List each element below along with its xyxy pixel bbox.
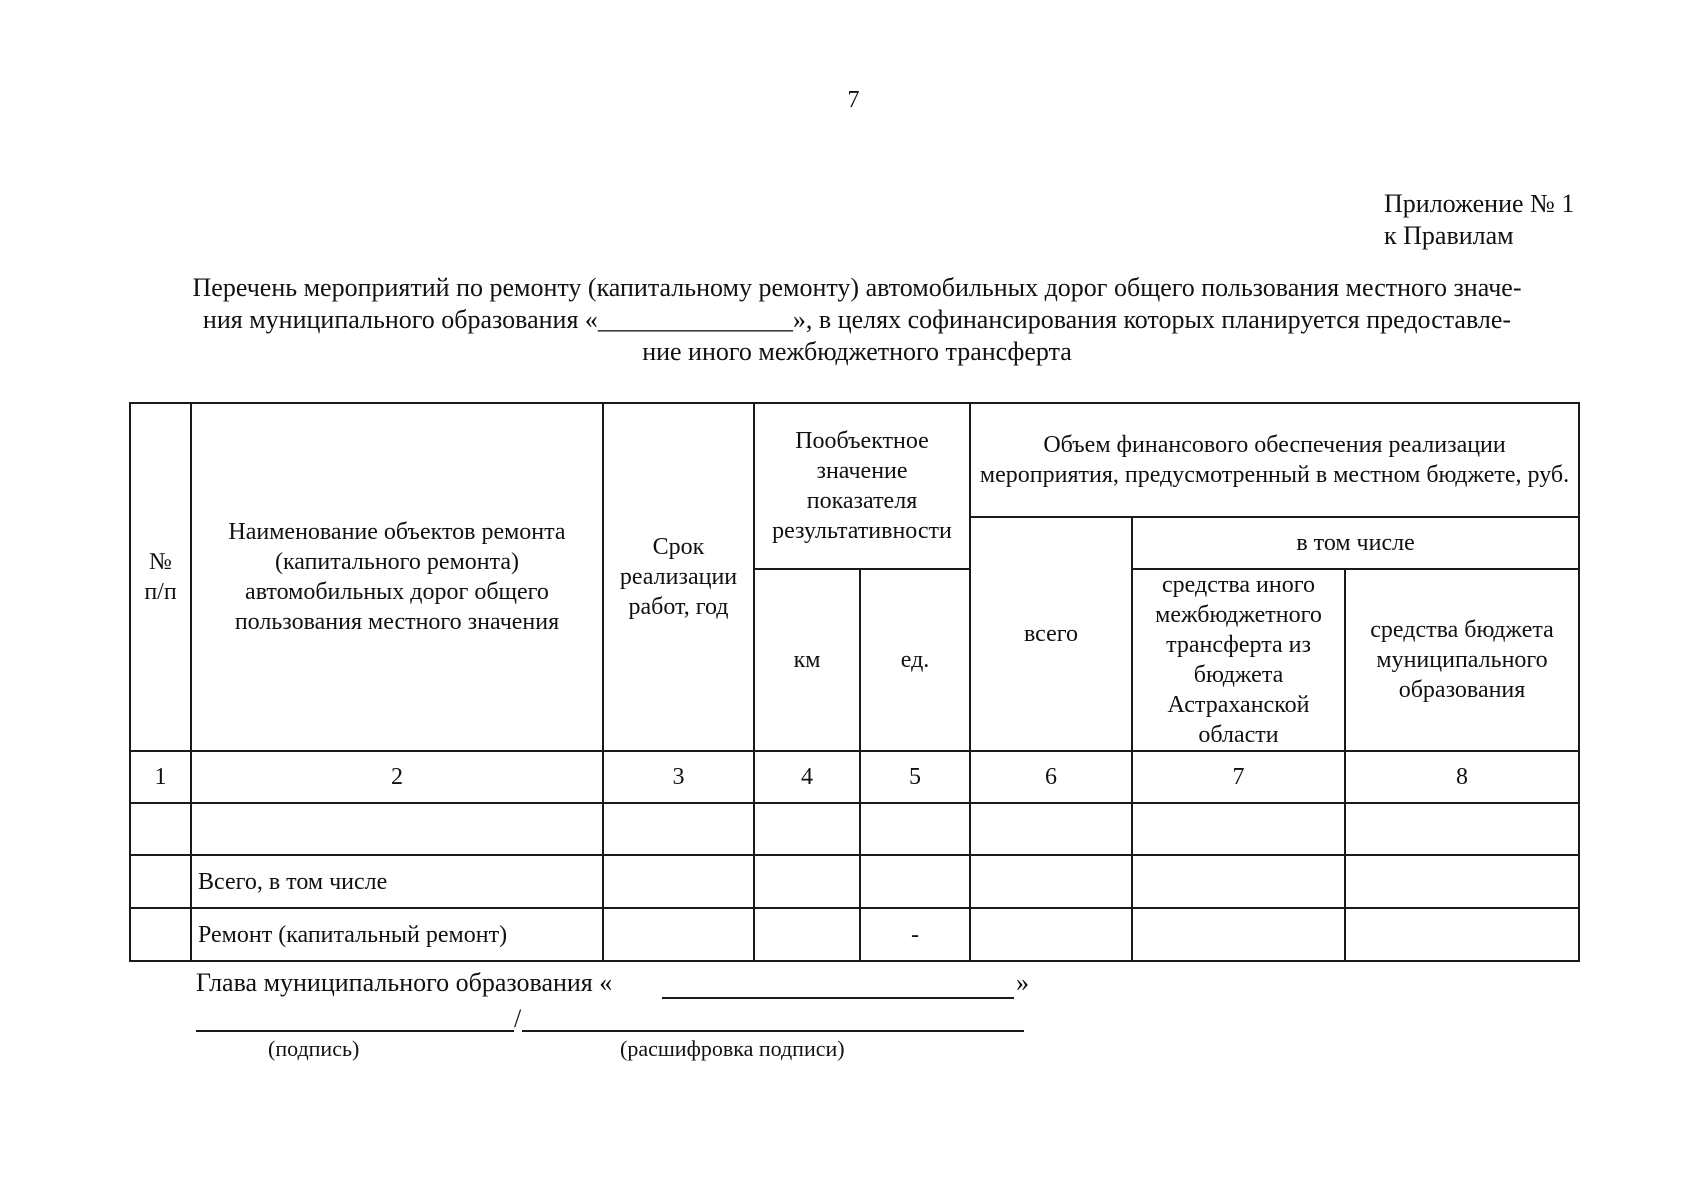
header-interbudget-funds: средства иного межбюджетного трансферта из бюджета Астраханской области bbox=[1132, 569, 1345, 751]
signature-separator: / bbox=[514, 1004, 522, 1033]
page-number: 7 bbox=[847, 87, 860, 113]
table-cell bbox=[603, 908, 754, 961]
table-cell bbox=[754, 855, 860, 908]
column-number: 5 bbox=[860, 751, 970, 803]
table-cell: - bbox=[860, 908, 970, 961]
table-row bbox=[130, 803, 1579, 855]
table-cell bbox=[970, 855, 1132, 908]
table-cell bbox=[860, 803, 970, 855]
column-number: 3 bbox=[603, 751, 754, 803]
table-header-row-1 bbox=[130, 403, 1579, 517]
table-cell bbox=[754, 908, 860, 961]
table-cell bbox=[970, 803, 1132, 855]
header-km: км bbox=[754, 569, 860, 751]
column-number: 8 bbox=[1345, 751, 1579, 803]
head-of-municipality-label: Глава муниципального образования « bbox=[196, 968, 613, 997]
table-cell bbox=[130, 908, 191, 961]
header-total: всего bbox=[970, 517, 1132, 751]
municipality-name-blank bbox=[662, 997, 1014, 999]
table-cell bbox=[860, 855, 970, 908]
header-num: № п/п bbox=[130, 403, 191, 751]
column-number: 2 bbox=[191, 751, 603, 803]
signature-decode-caption: (расшифровка подписи) bbox=[620, 1036, 845, 1061]
table-cell bbox=[603, 803, 754, 855]
table-cell bbox=[1345, 855, 1579, 908]
column-numbers-row bbox=[130, 751, 1579, 803]
title-line-1: Перечень мероприятий по ремонту (капитальному ремонту) автомобильных дорог общего пользования местного значе- bbox=[192, 273, 1522, 302]
closing-quote: » bbox=[1016, 968, 1029, 997]
table-cell bbox=[130, 803, 191, 855]
column-number: 6 bbox=[970, 751, 1132, 803]
table-row bbox=[130, 908, 1579, 961]
table-cell bbox=[1345, 803, 1579, 855]
column-number: 1 bbox=[130, 751, 191, 803]
signature-line bbox=[196, 1030, 514, 1032]
signature-block bbox=[196, 968, 1196, 1068]
header-indicator: Пообъектное значение показателя результативности bbox=[754, 403, 970, 569]
table-row bbox=[130, 855, 1579, 908]
header-including: в том числе bbox=[1132, 517, 1579, 569]
document-title bbox=[118, 272, 1596, 368]
table-cell bbox=[1345, 908, 1579, 961]
header-finance: Объем финансового обеспечения реализации мероприятия, предусмотренный в местном бюджете, руб. bbox=[970, 403, 1579, 517]
table-cell bbox=[754, 803, 860, 855]
title-line-3: ние иного межбюджетного трансферта bbox=[642, 337, 1072, 366]
header-municipal-funds: средства бюджета муниципального образования bbox=[1345, 569, 1579, 751]
signature-decode-line bbox=[522, 1030, 1024, 1032]
table-cell bbox=[970, 908, 1132, 961]
table-cell: Всего, в том числе bbox=[191, 855, 603, 908]
table-cell: Ремонт (капитальный ремонт) bbox=[191, 908, 603, 961]
table-cell bbox=[130, 855, 191, 908]
appendix-heading bbox=[1384, 188, 1574, 252]
appendix-line-1: Приложение № 1 bbox=[1384, 189, 1575, 218]
column-number: 4 bbox=[754, 751, 860, 803]
table-cell bbox=[1132, 803, 1345, 855]
header-term: Срок реализации работ, год bbox=[603, 403, 754, 751]
table-cell bbox=[1132, 855, 1345, 908]
column-number: 7 bbox=[1132, 751, 1345, 803]
table-cell bbox=[603, 855, 754, 908]
table-cell bbox=[1132, 908, 1345, 961]
title-line-2: ния муниципального образования «_______________», в целях софинансирования которых планируется предоставле- bbox=[202, 305, 1512, 334]
measures-table bbox=[129, 402, 1580, 962]
header-object-name: Наименование объектов ремонта (капитального ремонта) автомобильных дорог общего пользования местного значения bbox=[191, 403, 603, 751]
header-units: ед. bbox=[860, 569, 970, 751]
appendix-line-2: к Правилам bbox=[1384, 221, 1514, 250]
table-cell bbox=[191, 803, 603, 855]
signature-caption: (подпись) bbox=[268, 1036, 360, 1061]
